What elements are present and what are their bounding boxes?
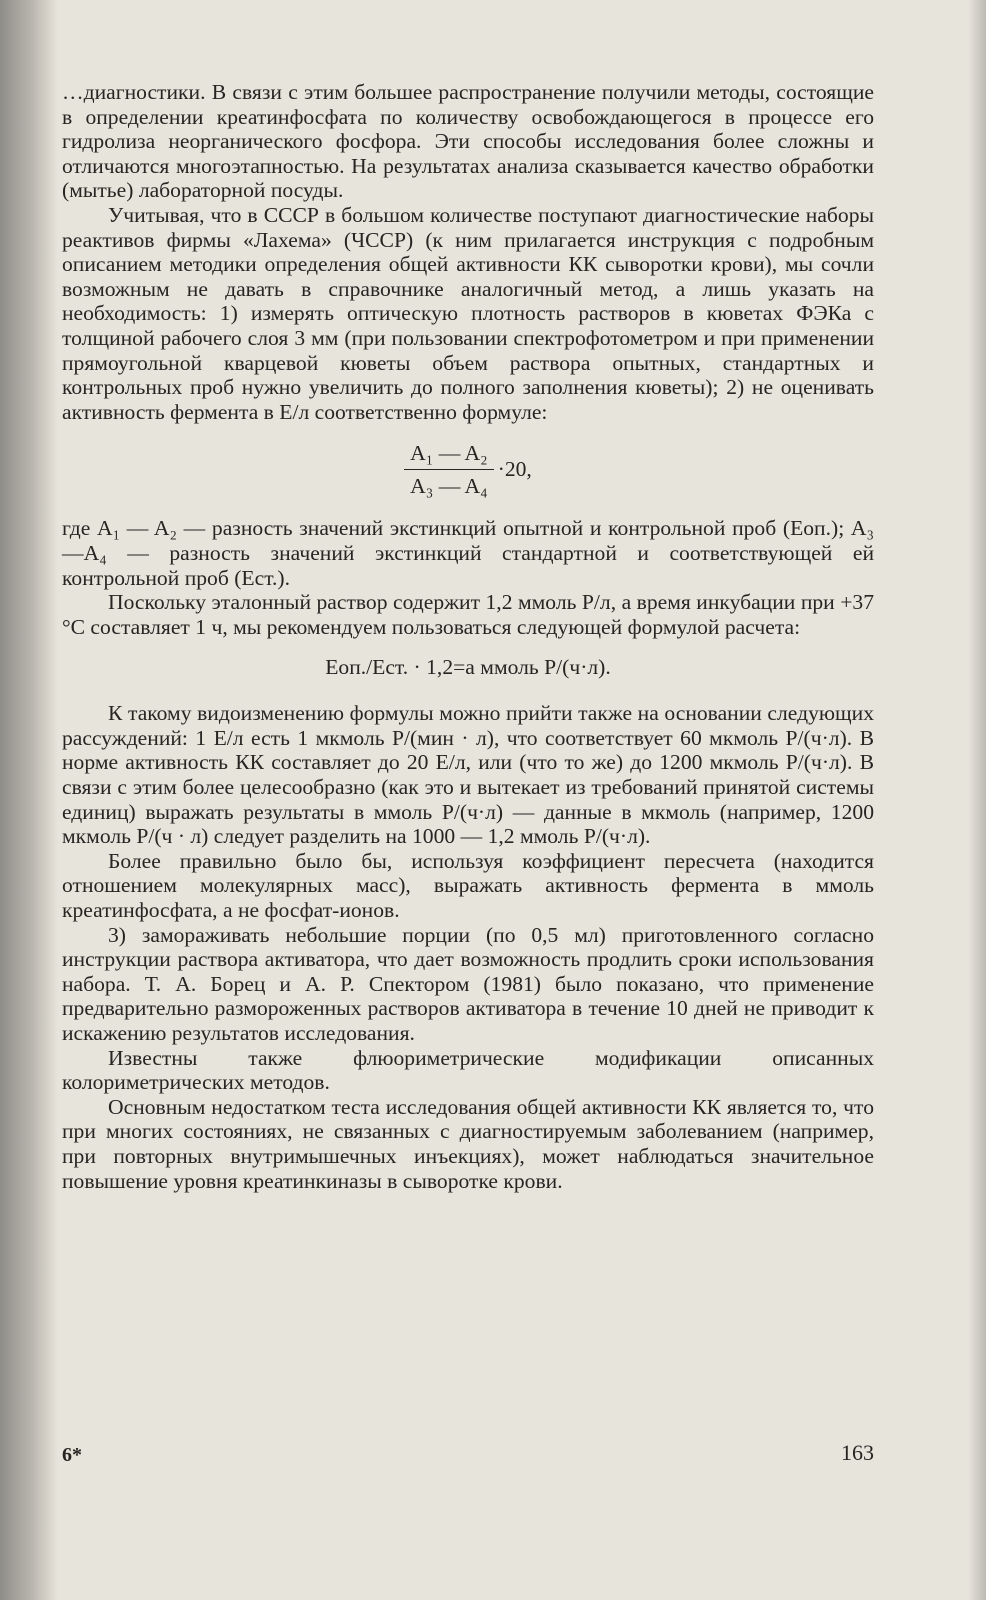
paragraph-9: Основным недостатком теста исследования общей активности КК является то, что при многих состояниях, не связанных с диагностируемым заболеванием (например, при повторных внутримышечных инъекциях), может наблюдаться значительное повышение уровня креатинкиназы в сыворотке крови. [62, 1094, 874, 1193]
paragraph-8: Известны также флюориметрические модификации описанных колориметрических методов. [62, 1045, 874, 1095]
page-binding-shadow [0, 0, 58, 1600]
formula-fraction [404, 440, 493, 499]
page-number: 163 [841, 1440, 874, 1465]
paragraph-4: Поскольку эталонный раствор содержит 1,2 ммоль Р/л, а время инкубации при +37 °С составляет 1 ч, мы рекомендуем пользоваться следующей формулой расчета: [62, 590, 874, 639]
paragraph-2: Учитывая, что в СССР в большом количестве поступают диагностические наборы реактивов фирмы «Лахема» (ЧССР) (к ним прилагается инструкция с подробным описанием методики определения общей активности КК сыворотки крови), мы сочли возможным не давать в справочнике аналогичный метод, а лишь указать на необходимость: 1) измерять оптическую плотность растворов в кюветах ФЭКа с толщиной рабочего слоя 3 мм (при пользовании спектрофотометром и при применении прямоугольной кварцевой кюветы объем раствора опытных, стандартных и контрольных проб нужно увеличить до полного заполнения кюветы); 2) не оценивать активность фермента в Е/л соответственно формуле: [62, 202, 874, 424]
formula-denominator: A₃ — A₄ [410, 473, 488, 498]
formula-numerator: A₁ — A₂ [404, 440, 493, 470]
paragraph-3: где A₁ — A₂ — разность значений экстинкций опытной и контрольной проб (Eоп.); A₃—A₄ — разность значений экстинкций стандартной и соответствующей ей контрольной проб (Eст.). [62, 516, 874, 590]
paragraph-1: …диагностики. В связи с этим большее распространение получили методы, состоящие в определении креатинфосфата по количеству освобождающегося в процессе его гидролиза неорганического фосфора. Эти способы исследования более сложны и отличаются многоэтапностью. На результатах анализа сказывается качество обработки (мытье) лабораторной посуды. [62, 80, 874, 203]
page-body [62, 80, 874, 1193]
paragraph-5: К такому видоизменению формулы можно прийти также на основании следующих рассуждений: 1 Е/л есть 1 мкмоль Р/(мин · л), что соответствует 60 мкмоль Р/(ч·л). В норме активность КК составляет до 20 Е/л, или (что то же) до 1200 мкмоль Р/(ч·л). В связи с этим более целесообразно (как это и вытекает из требований принятой системы единиц) выражать результаты в ммоль Р/(ч·л) — данные в мкмоль (например, 1200 мкмоль Р/(ч · л) следует разделить на 1000 — 1,2 ммоль Р/(ч·л). [62, 701, 874, 849]
formula-ratio [62, 436, 874, 502]
page-edge-shadow [968, 0, 986, 1600]
paragraph-6: Более правильно было бы, используя коэффициент пересчета (находится отношением молекулярных масс), выражать активность фермента в ммоль креатинфосфата, а не фосфат-ионов. [62, 848, 874, 923]
paragraph-7: 3) замораживать небольшие порции (по 0,5 мл) приготовленного согласно инструкции раствора активатора, что дает возможность продлить сроки использования набора. Т. А. Борец и А. Р. Спектором (1981) было показано, что применение предварительно размороженных растворов активатора в течение 10 дней не приводит к искажению результатов исследования. [62, 922, 874, 1045]
formula-multiplier: ·20, [497, 457, 532, 482]
formula-calculation: Eоп./Eст. · 1,2=a ммоль Р/(ч·л). [325, 655, 611, 680]
signature-mark: 6* [62, 1444, 82, 1466]
